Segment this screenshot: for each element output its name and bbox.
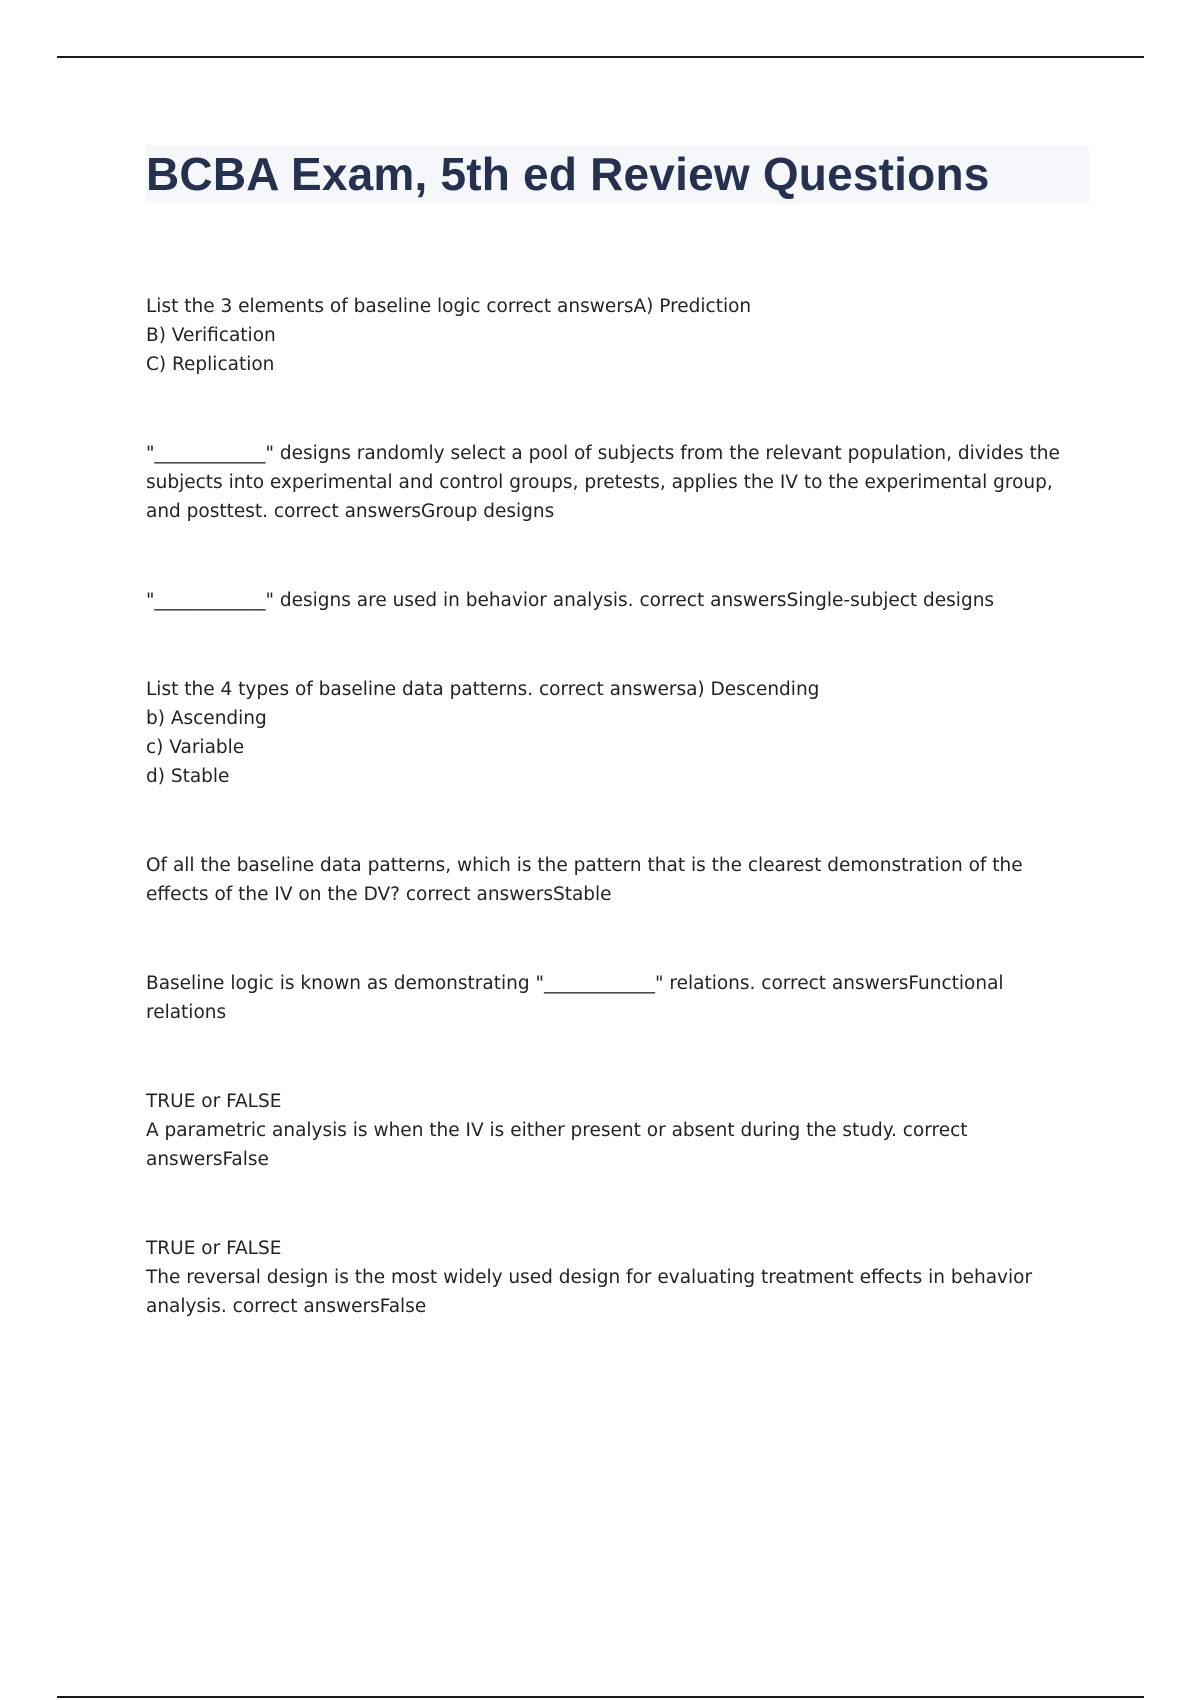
answer-line: b) Ascending (146, 708, 267, 729)
question-text: List the 4 types of baseline data patterns. correct answersa) Descending (146, 679, 820, 700)
spacer (146, 1174, 1086, 1234)
question-text: "____________" designs randomly select a pool of subjects from the relevant population, divides the subjects into experimental and control groups, pretests, applies the IV to the experimental group, and posttest. correct answersGroup designs (146, 443, 1060, 522)
spacer (146, 379, 1086, 439)
spacer (146, 1027, 1086, 1087)
bottom-rule (57, 1696, 1144, 1698)
question-item-1 (146, 292, 1086, 379)
question-item-5 (146, 851, 1086, 909)
answer-line: B) Verification (146, 325, 276, 346)
question-item-2 (146, 439, 1086, 526)
spacer (146, 615, 1086, 675)
answer-line: c) Variable (146, 737, 245, 758)
question-item-3 (146, 586, 1086, 615)
question-list (146, 292, 1086, 1321)
page-title: BCBA Exam, 5th ed Review Questions (146, 148, 990, 200)
question-text: List the 3 elements of baseline logic correct answersA) Prediction (146, 296, 752, 317)
top-rule (57, 56, 1144, 58)
question-text: Baseline logic is known as demonstrating "____________" relations. correct answersFunctional relations (146, 973, 1004, 1023)
question-text: A parametric analysis is when the IV is either present or absent during the study. correct answersFalse (146, 1120, 968, 1170)
question-item-8 (146, 1234, 1086, 1321)
title-banner (146, 145, 1089, 203)
question-label: TRUE or FALSE (146, 1238, 282, 1259)
question-text: The reversal design is the most widely used design for evaluating treatment effects in behavior analysis. correct answersFalse (146, 1267, 1033, 1317)
question-item-7 (146, 1087, 1086, 1174)
question-item-6 (146, 969, 1086, 1027)
answer-line: C) Replication (146, 354, 275, 375)
question-item-4 (146, 675, 1086, 791)
spacer (146, 791, 1086, 851)
spacer (146, 526, 1086, 586)
question-text: Of all the baseline data patterns, which is the pattern that is the clearest demonstration of the effects of the IV on the DV? correct answersStable (146, 855, 1023, 905)
answer-line: d) Stable (146, 766, 230, 787)
question-label: TRUE or FALSE (146, 1091, 282, 1112)
spacer (146, 909, 1086, 969)
question-text: "____________" designs are used in behavior analysis. correct answersSingle-subject designs (146, 590, 995, 611)
